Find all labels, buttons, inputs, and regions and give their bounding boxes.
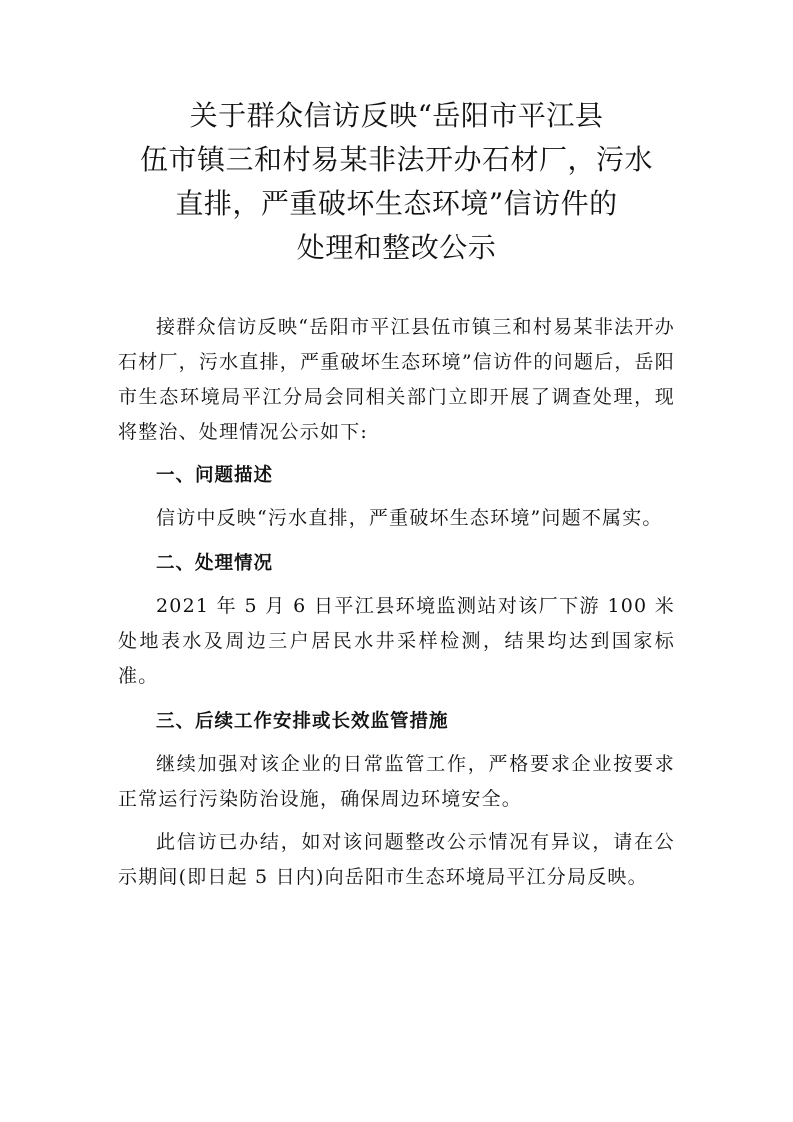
section-1-text: 信访中反映“污水直排，严重破坏生态环境”问题不属实。 [156, 507, 663, 529]
closing-paragraph: 此信访已办结，如对该问题整改公示情况有异议，请在公示期间(即日起 5 日内)向岳阳市生态环境局平江分局反映。 [118, 831, 675, 888]
section-3-text: 继续加强对该企业的日常监管工作，严格要求企业按要求正常运行污染防治设施，确保周边环境安全。 [118, 753, 675, 810]
document-title [100, 94, 693, 270]
section-2-text: 2021 年 5 月 6 日平江县环境监测站对该厂下游 100 米处地表水及周边三户居民水井采样检测，结果均达到国家标准。 [118, 595, 675, 687]
section-3-heading: 三、后续工作安排或长效监管措施 [156, 711, 449, 732]
title-line-3: 直排，严重破坏生态环境”信访件的 [175, 187, 618, 220]
section-1-heading: 一、问题描述 [156, 465, 274, 486]
title-line-4: 处理和整改公示 [296, 231, 497, 264]
intro-paragraph: 接群众信访反映“岳阳市平江县伍市镇三和村易某非法开办石材厂，污水直排，严重破坏生态环境”信访件的问题后，岳阳市生态环境局平江分局会同相关部门立即开展了调查处理，现将整治、处理情况公示如下: [118, 316, 675, 443]
section-2-heading: 二、处理情况 [156, 553, 274, 574]
title-line-1: 关于群众信访反映“岳阳市平江县 [189, 99, 604, 132]
document-body [118, 310, 675, 895]
title-line-2: 伍市镇三和村易某非法开办石材厂，污水 [139, 143, 653, 176]
